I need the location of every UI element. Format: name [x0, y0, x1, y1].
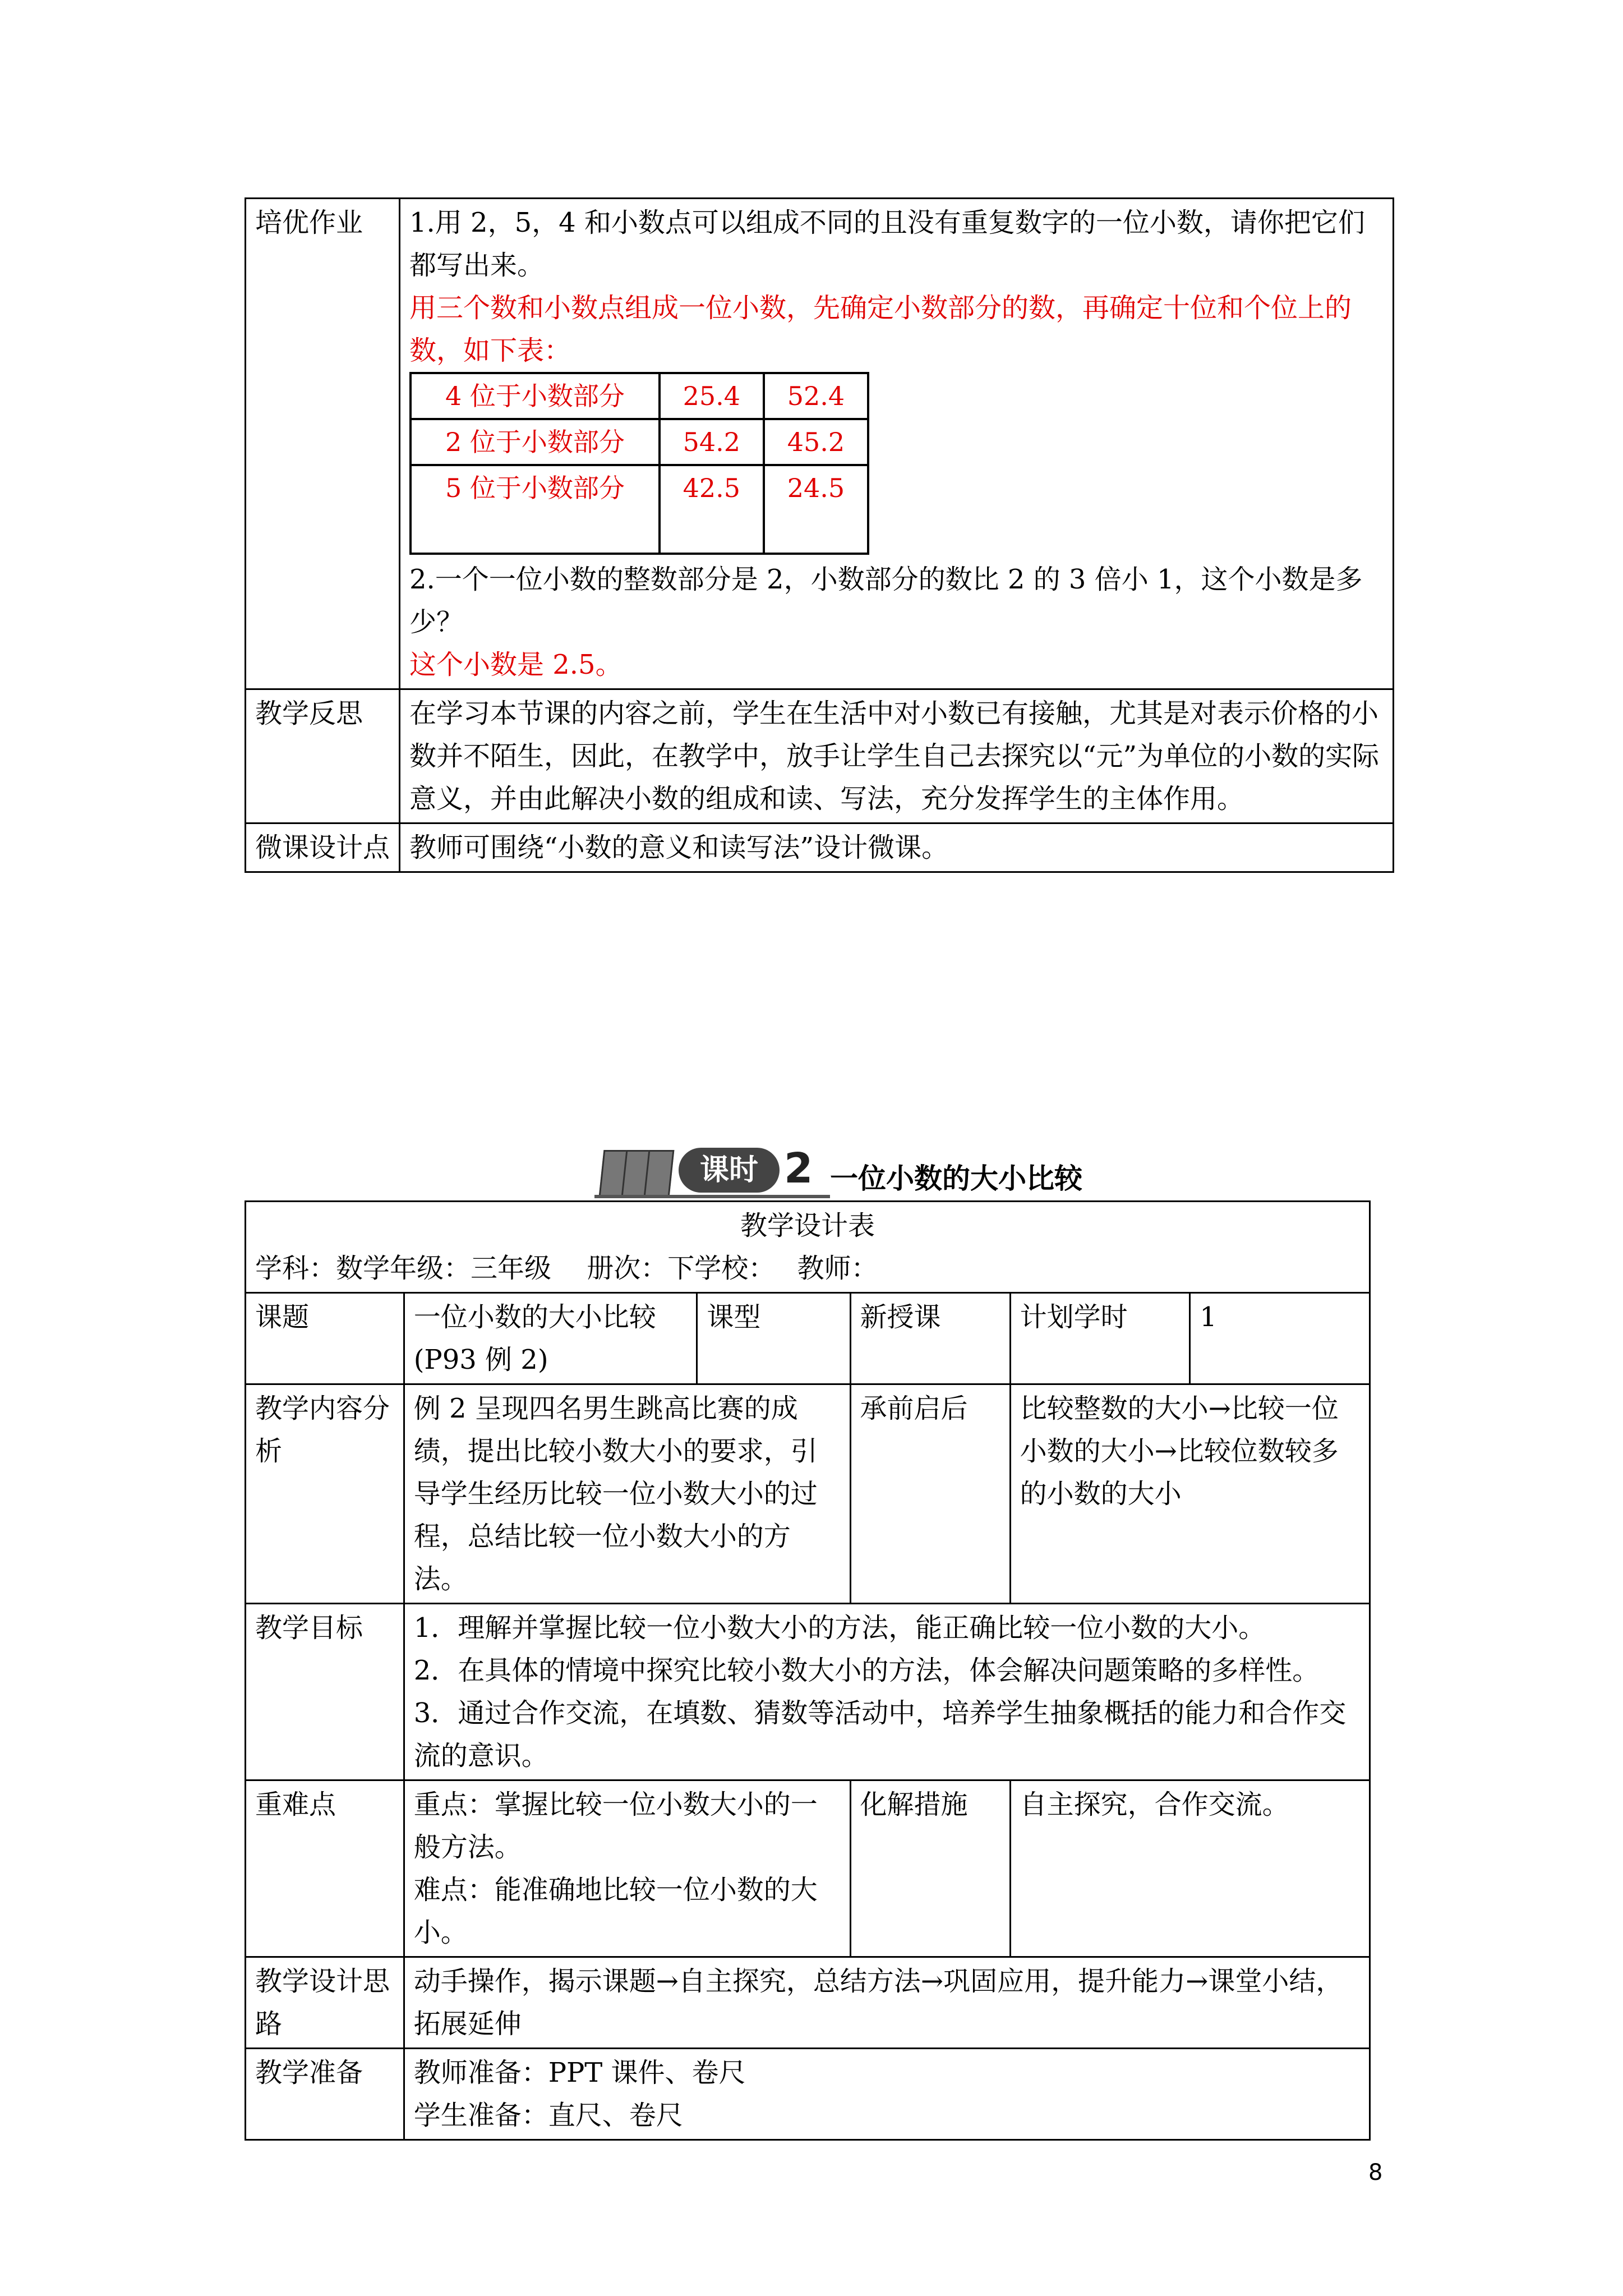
- answer-table: [409, 372, 869, 555]
- content-value: 例 2 呈现四名男生跳高比赛的成绩，提出比较小数大小的要求，引导学生经历比较一位小数大小的过程，总结比较一位小数大小的方法。: [404, 1384, 850, 1604]
- homework-table: [245, 197, 1394, 873]
- bridge-value: 比较整数的大小→比较一位小数的大小→比较位数较多的小数的大小: [1010, 1384, 1370, 1604]
- design-value: 动手操作，揭示课题→自主探究，总结方法→巩固应用，提升能力→课堂小结，拓展延伸: [404, 1957, 1370, 2049]
- design-label: 教学设计思路: [246, 1957, 404, 2049]
- lesson-badge-icon: [594, 1140, 830, 1198]
- page-number: 8: [1368, 2160, 1383, 2185]
- type-label: 课型: [697, 1293, 850, 1384]
- prep-teacher: 教师准备：PPT 课件、卷尺: [413, 2057, 746, 2088]
- answer-cell: 4 位于小数部分: [411, 373, 660, 419]
- goals-label: 教学目标: [246, 1604, 404, 1780]
- question-1: 1.用 2，5，4 和小数点可以组成不同的且没有重复数字的一位小数，请你把它们都写出来。: [409, 207, 1365, 281]
- table-row: [411, 419, 868, 465]
- goal-item: 1．理解并掌握比较一位小数大小的方法，能正确比较一位小数的大小。: [413, 1612, 1266, 1644]
- content-label: 教学内容分析: [246, 1384, 404, 1604]
- answer-2: 这个小数是 2.5。: [409, 649, 623, 680]
- topic-value: 一位小数的大小比较(P93 例 2): [404, 1293, 697, 1384]
- row-label-reflection: 教学反思: [246, 689, 400, 823]
- topic-label: 课题: [246, 1293, 404, 1384]
- table-row: [411, 465, 868, 554]
- answer-cell: 24.5: [764, 465, 868, 554]
- difficult-point: 难点：能准确地比较一位小数的大小。: [413, 1874, 818, 1948]
- goal-item: 2．在具体的情境中探究比较小数大小的方法，体会解决问题策略的多样性。: [413, 1655, 1320, 1686]
- answer-cell: 2 位于小数部分: [411, 419, 660, 465]
- row-label-micro-course: 微课设计点: [246, 823, 400, 872]
- lesson-heading: [594, 1120, 1082, 1198]
- badge-number: 2: [784, 1144, 813, 1193]
- goals-list: [404, 1604, 1370, 1780]
- lesson-title: 一位小数的大小比较: [830, 1162, 1082, 1195]
- type-value: 新授课: [850, 1293, 1010, 1384]
- measures-value: 自主探究，合作交流。: [1010, 1780, 1370, 1957]
- key-point: 重点：掌握比较一位小数大小的一般方法。: [413, 1789, 818, 1863]
- question-2: 2.一个一位小数的整数部分是 2，小数部分的数比 2 的 3 倍小 1，这个小数是多少？: [409, 564, 1363, 638]
- prep-value: [404, 2049, 1370, 2140]
- table-header: [246, 1202, 1370, 1293]
- key-points: [404, 1780, 850, 1957]
- homework-content: [400, 199, 1394, 689]
- badge-text: 课时: [679, 1148, 780, 1193]
- table-row: [411, 373, 868, 419]
- prep-label: 教学准备: [246, 2049, 404, 2140]
- prep-student: 学生准备：直尺、卷尺: [413, 2100, 683, 2131]
- table-info: 学科：数学年级：三年级 册次：下学校： 教师：: [255, 1253, 878, 1284]
- design-table: [245, 1200, 1371, 2141]
- answer-cell: 25.4: [660, 373, 764, 419]
- answer-cell: 54.2: [660, 419, 764, 465]
- answer-1: 用三个数和小数点组成一位小数，先确定小数部分的数，再确定十位和个位上的数，如下表：: [409, 292, 1352, 366]
- hours-label: 计划学时: [1010, 1293, 1190, 1384]
- book-icon: [644, 1150, 675, 1197]
- measures-label: 化解措施: [850, 1780, 1010, 1957]
- reflection-text: 在学习本节课的内容之前，学生在生活中对小数已有接触，尤其是对表示价格的小数并不陌生，因此，在教学中，放手让学生自己去探究以“元”为单位的小数的实际意义，并由此解决小数的组成和读、写法，充分发挥学生的主体作用。: [400, 689, 1394, 823]
- row-label-homework: 培优作业: [246, 199, 400, 689]
- bridge-label: 承前启后: [850, 1384, 1010, 1604]
- answer-cell: 45.2: [764, 419, 868, 465]
- answer-cell: 5 位于小数部分: [411, 465, 660, 554]
- answer-cell: 52.4: [764, 373, 868, 419]
- goal-item: 3．通过合作交流，在填数、猜数等活动中，培养学生抽象概括的能力和合作交流的意识。: [413, 1697, 1347, 1772]
- key-label: 重难点: [246, 1780, 404, 1957]
- table-title: 教学设计表: [740, 1210, 875, 1241]
- hours-value: 1: [1190, 1293, 1370, 1384]
- answer-cell: 42.5: [660, 465, 764, 554]
- micro-course-text: 教师可围绕“小数的意义和读写法”设计微课。: [400, 823, 1394, 872]
